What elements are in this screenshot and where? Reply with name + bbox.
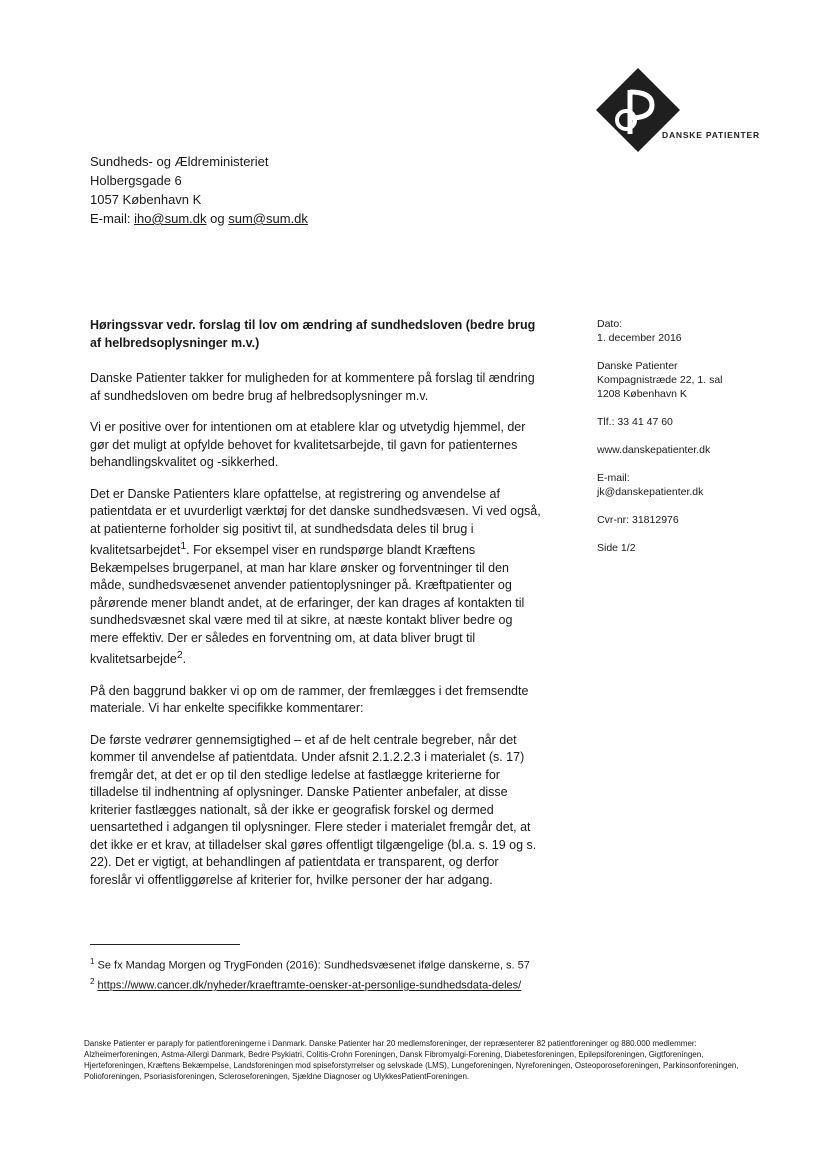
recipient-email-link-2[interactable]: sum@sum.dk (228, 211, 308, 226)
footnote-ref-1: 1 (180, 541, 187, 552)
letter-title: Høringssvar vedr. forslag til lov om ændring af sundhedsloven (bedre brug af helbredsoplysninger m.v.) (90, 318, 536, 350)
sender-cvr: Cvr-nr: 31812976 (597, 514, 679, 526)
sender-city: 1208 København K (597, 388, 687, 400)
sender-phone: Tlf.: 33 41 47 60 (597, 416, 673, 428)
paragraph-5: De første vedrører gennemsigtighed – et af de helt centrale begreber, når det kommer til anvendelse af patientdata. Under afsnit 2.1.2.2.3 i materialet (s. 17) fremgår det, at det er op til den stedlige ledelse at fastlægge kriterierne for tilladelse til indhentning af oplysninger. Danske Patienter anbefaler, at disse kriterier fastlægges nationalt, så der ikke er geografisk forskel og dermed uensartethed i adgangen til oplysninger. Flere steder i materialet fremgår det, at det ikke er et krav, at tilladelser skal gøres offentligt tilgængelige (bl.a. s. 19 og s. 22). Det er vigtigt, at behandlingen af patientdata er transparent, og derfor foreslår vi offentliggørelse af kriterier for, hvilke personer der har adgang. (90, 732, 537, 887)
sender-address (597, 359, 757, 401)
date-label: Dato: (597, 318, 623, 330)
logo-text: DANSKE PATIENTER (662, 130, 760, 140)
paragraph-1: Danske Patienter takker for muligheden for at kommentere på forslag til ændring af sundhedsloven om bedre brug af helbredsoplysninger m.v. (90, 371, 535, 403)
footnotes (90, 954, 530, 994)
recipient-city: 1057 København K (90, 192, 202, 207)
paragraph-2: Vi er positive over for intentionen om at etablere klar og utvetydig hjemmel, der gør det muligt at opfylde behovet for kvalitetsarbejde, til gavn for patienternes behandlingskvalitet og -sikkerhed. (90, 420, 526, 469)
recipient-email-label: E-mail: (90, 211, 131, 226)
footnote-1-number: 1 (90, 957, 95, 966)
footnote-ref-2: 2 (176, 650, 183, 662)
recipient-street: Holbergsgade 6 (90, 173, 182, 188)
footnote-2-number: 2 (90, 977, 95, 987)
recipient-email-link-1[interactable]: iho@sum.dk (134, 211, 207, 226)
sender-street: Kompagnistræde 22, 1. sal (597, 374, 723, 386)
logo (596, 68, 766, 148)
paragraph-4: På den baggrund bakker vi op om de rammer, der fremlægges i det fremsendte materiale. Vi har enkelte specifikke kommentarer: (90, 683, 529, 716)
sender-website[interactable]: www.danskepatienter.dk (597, 444, 711, 456)
paragraph-3-part-c: . (182, 652, 187, 667)
sender-sidebar (597, 317, 757, 569)
paragraph-3-part-b: . For eksempel viser en rundspørge blandt Kræftens Bekæmpelses brugerpanel, at man har klare ønsker og forventninger til den måde, sundhedsvæsenet anvender patientoplysninger på. Kræftpatienter og pårørende mener blandt andet, at de erfaringer, der kan drages af kontakten til sundhedsvæsnet skal være med til at sikre, at næste kontakt bliver bedre og mere effektiv. Der er således en forventning om, at data bliver brugt til kvalitetsarbejde (90, 543, 525, 667)
letter-body (90, 317, 542, 903)
date-block (597, 317, 757, 345)
recipient-name: Sundheds- og Ældreministeriet (90, 154, 269, 169)
member-organizations-note: Danske Patienter er paraply for patientforeningerne i Danmark. Danske Patienter har 20 medlemsforeninger, der repræsenterer 82 patientforeninger og 880.000 medlemmer: Alzheimerforeningen, Astma-Allergi Danmark, Bedre Psykiatri, Colitis-Crohn Foreningen, Dansk Fibromyalgi-Forening, Diabetesforeningen, Epilepsiforeningen, Gigtforeningen, Hjerteforeningen, Kræftens Bekæmpelse, Landsforeningen mod spiseforstyrrelser og selvskade (LMS), Lungeforeningen, Nyreforeningen, Osteoporoseforeningen, Parkinsonforeningen, Polioforeningen, Psoriasisforeningen, Scleroseforeningen, Sjældne Diagnoser og UlykkesPatientForeningen. (84, 1039, 739, 1081)
footnote-2 (90, 974, 530, 994)
sender-name: Danske Patienter (597, 360, 678, 372)
recipient-email-joiner: og (210, 211, 225, 226)
recipient-email-line (90, 209, 308, 228)
footnote-divider (90, 944, 240, 945)
paragraph-3 (90, 486, 542, 669)
footnote-1-text: Se fx Mandag Morgen og TrygFonden (2016): Sundhedsvæsenet ifølge danskerne, s. 57 (97, 959, 530, 972)
sender-email-label: E-mail: (597, 472, 630, 484)
date-value: 1. december 2016 (597, 332, 682, 344)
footnote-2-link[interactable]: https://www.cancer.dk/nyheder/kraeftramte-oensker-at-personlige-sundhedsdata-deles/ (97, 979, 522, 992)
sender-email-value[interactable]: jk@danskepatienter.dk (597, 486, 704, 498)
recipient-address (90, 152, 308, 228)
footnote-1 (90, 954, 530, 974)
sender-email-block (597, 471, 757, 499)
page-number: Side 1/2 (597, 542, 636, 554)
paragraph-3-part-a: Det er Danske Patienters klare opfattelse, at registrering og anvendelse af patientdata er et uvurderligt værktøj for det danske sundhedsvæsen. Vi ved også, at patienterne forholder sig positivt til, at sundhedsdata deles til brug i kvalitetsarbejdet (90, 486, 541, 558)
